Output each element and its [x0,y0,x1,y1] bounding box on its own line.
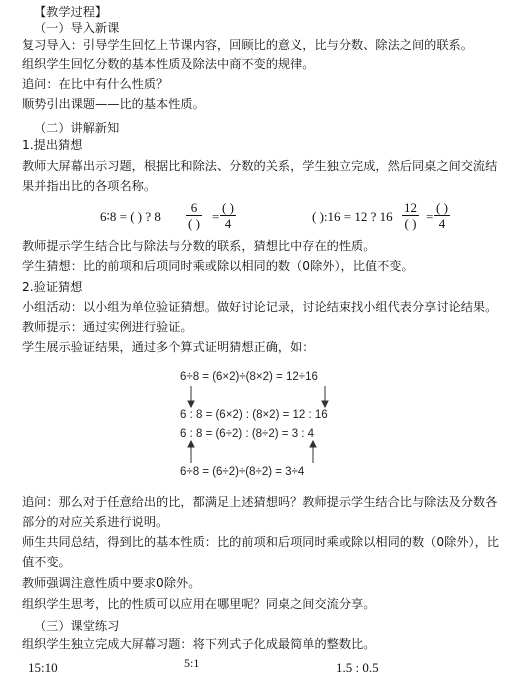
exercise-intro-paragraph: 教师大屏幕出示习题，根据比和除法、分数的关系，学生独立完成，然后同桌之间交流结果并指出比的各项名称。 [22,159,498,193]
topic-line: 顺势引出课题——比的基本性质。 [22,97,205,111]
right-equals: = [426,209,434,224]
right-fraction-numerator: 12 [404,200,417,215]
teacher-stress: 教师强调注意性质中要求0除外。 [22,576,201,590]
think-prompt: 组织学生思考，比的性质可以应用在哪里呢？同桌之间交流分享。 [22,597,376,611]
practice-task: 组织学生独立完成大屏幕习题：将下列式子化成最简单的整数比。 [22,637,376,651]
left-expression: 6∶8 = ( ) ? 8 [100,209,161,224]
up-arrow-icon [310,441,316,463]
student-show: 学生展示验证结果，通过多个算式证明猜想正确，如： [22,340,315,354]
subheading-verify: 2.验证猜想 [22,280,83,294]
practice-item-2: 5:1 [184,656,200,670]
follow-up-question: 追问：那么对于任意给出的比，都满足上述猜想吗？教师提示学生结合比与除法及分数各部分的对应关系进行说明。 [22,495,498,529]
right-expression: ( ):16 = 12 ? 16 [312,209,393,224]
left-result-numerator: ( ) [222,200,234,215]
left-equals: = [212,209,220,224]
proof-equation-1: 6÷8 = (6×2)÷(8×2) = 12÷16 [180,371,318,383]
practice-item-1: 15:10 [28,660,58,675]
recall-line: 组织学生回忆分数的基本性质及除法中商不变的规律。 [22,57,315,71]
page-title: 【教学过程】 [34,5,108,19]
practice-item-3: 1.5 : 0.5 [336,660,379,675]
right-fraction-denominator: ( ) [404,216,417,231]
left-result-denominator: 4 [224,216,232,231]
right-result-numerator: ( ) [436,200,448,215]
question-line: 追问：在比中有什么性质？ [22,77,169,91]
proof-equation-2: 6 : 8 = (6×2) : (8×2) = 12 : 16 [180,409,328,421]
right-result-denominator: 4 [438,216,446,231]
proof-equation-3: 6 : 8 = (6÷2) : (8÷2) = 3 : 4 [180,428,315,440]
teacher-tip: 教师提示：通过实例进行验证。 [22,320,193,334]
proof-equation-4: 6÷8 = (6÷2)÷(8÷2) = 3÷4 [180,466,305,478]
down-arrow-icon [188,386,194,407]
teacher-hint: 教师提示学生结合比与除法与分数的联系，猜想比中存在的性质。 [22,239,376,253]
student-guess: 学生猜想：比的前项和后项同时乘或除以相同的数（0除外），比值不变。 [22,259,414,273]
subheading-propose: 1.提出猜想 [22,138,83,152]
section-heading-practice: （三）课堂练习 [34,619,120,633]
group-activity: 小组活动：以小组为单位验证猜想。做好讨论记录，讨论结束找小组代表分享讨论结果。 [22,300,498,314]
summary-paragraph: 师生共同总结，得到比的基本性质：比的前项和后项同时乘或除以相同的数（0除外），比值不变。 [22,535,499,569]
section-heading-intro: （一）导入新课 [34,21,120,35]
left-fraction-denominator: ( ) [188,216,200,231]
section-heading-new: （二）讲解新知 [34,121,120,135]
down-arrow-icon [322,386,328,407]
left-fraction-numerator: 6 [186,200,202,216]
review-line: 复习导入：引导学生回忆上节课内容，回顾比的意义，比与分数、除法之间的联系。 [22,38,473,52]
up-arrow-icon [188,441,194,463]
